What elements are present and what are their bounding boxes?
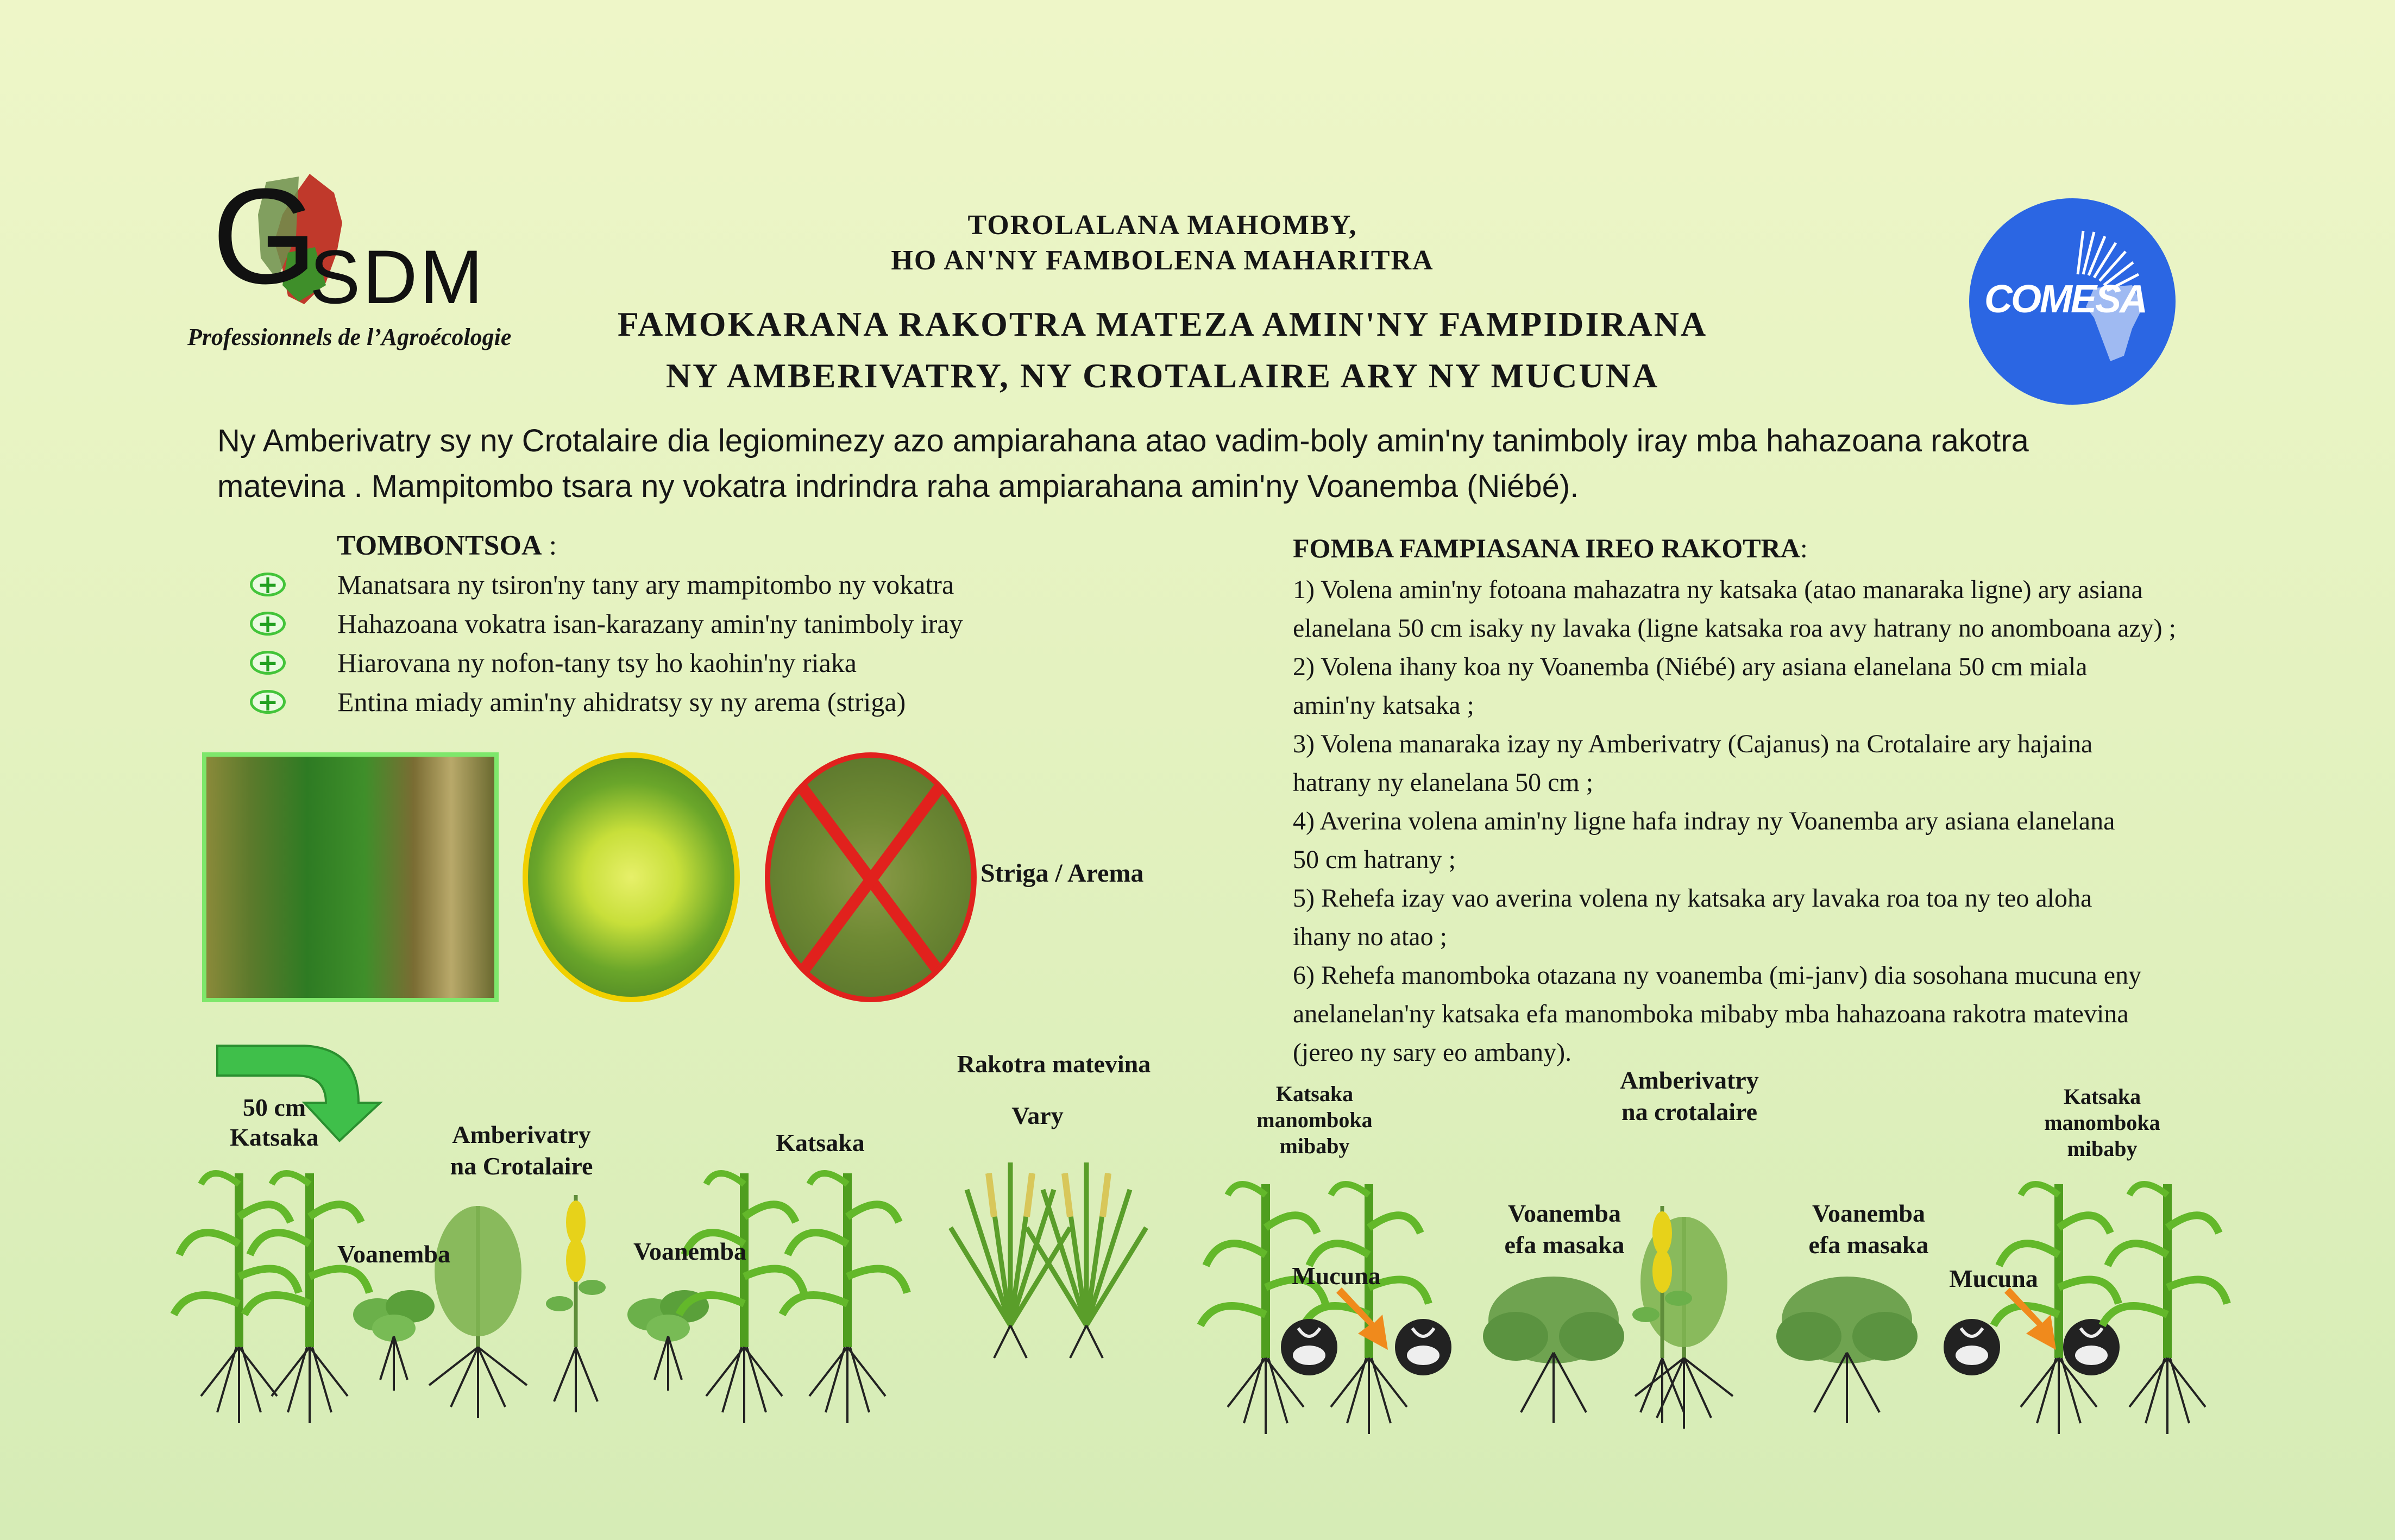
method-line: (jereo ny sary eo ambany). bbox=[1293, 1038, 1572, 1067]
maize-tasseling-label bbox=[1244, 1081, 1385, 1159]
cowpea-plant bbox=[627, 1290, 709, 1391]
list-item bbox=[250, 682, 963, 721]
striga-crossed-photo bbox=[765, 752, 977, 1002]
cajanus-label bbox=[424, 1119, 619, 1182]
comesa-text: COMESA bbox=[1984, 278, 2147, 321]
mucuna-seed-icon bbox=[1944, 1319, 2000, 1375]
header-line-1: TOROLALANA MAHOMBY, bbox=[967, 210, 1357, 241]
plus-circle-icon: + bbox=[250, 690, 286, 714]
mucuna-seed-icon bbox=[1281, 1319, 1337, 1375]
maize-tasseling-line: mibaby bbox=[2067, 1136, 2138, 1161]
maize-tasseling-line: mibaby bbox=[1279, 1134, 1350, 1158]
benefit-text: Manatsara ny tsiron'ny tany ary mampitombo ny vokatra bbox=[337, 569, 954, 600]
benefit-text: Entina miady amin'ny ahidratsy sy ny arema (striga) bbox=[337, 687, 906, 717]
method-line: 1) Volena amin'ny fotoana mahazatra ny katsaka (atao manaraka ligne) ary asiana bbox=[1293, 575, 2143, 604]
cover-label: Rakotra matevina bbox=[957, 1050, 1151, 1078]
benefits-title-colon: : bbox=[542, 530, 557, 561]
rice-label: Vary bbox=[1011, 1102, 1064, 1129]
mucuna-arrow-icon bbox=[2004, 1287, 2056, 1350]
cowpea-bush bbox=[1483, 1277, 1624, 1423]
maize-tasseling-line: manomboka bbox=[1256, 1108, 1373, 1132]
mature-cowpea-line: Voanemba bbox=[1508, 1199, 1621, 1227]
method-line: 6) Rehefa manomboka otazana ny voanemba (mi-janv) dia sosohana mucuna eny bbox=[1293, 961, 2142, 990]
gsdm-tagline: Professionnels de l’Agroécologie bbox=[187, 324, 512, 350]
method-line: 4) Averina volena amin'ny ligne hafa indray ny Voanemba ary asiana elanelana bbox=[1293, 807, 2115, 835]
cowpea-plant bbox=[353, 1290, 435, 1391]
cowpea-label: Voanemba bbox=[633, 1237, 746, 1265]
crop-field-photo bbox=[202, 752, 499, 1002]
poster-title-1: FAMOKARANA RAKOTRA MATEZA AMIN'NY FAMPIDIRANA bbox=[617, 305, 1708, 343]
method-title-colon: : bbox=[1800, 533, 1808, 563]
intro-line-1: Ny Amberivatry sy ny Crotalaire dia legiominezy azo ampiarahana atao vadim-boly amin'ny tanimboly iray mba hahazoana rakotra bbox=[217, 423, 2029, 458]
crotalaire-flower-photo bbox=[523, 752, 740, 1002]
plus-circle-icon: + bbox=[250, 573, 286, 596]
intro-paragraph bbox=[217, 418, 2200, 510]
benefit-text: Hiarovana ny nofon-tany tsy ho kaohin'ny riaka bbox=[337, 648, 857, 678]
poster-title-2: NY AMBERIVATRY, NY CROTALAIRE ARY NY MUCUNA bbox=[665, 356, 1659, 395]
maize-tasseling-line: Katsaka bbox=[1275, 1082, 1354, 1106]
cowpea-bush bbox=[1776, 1277, 1918, 1423]
maize-plant bbox=[2102, 1184, 2227, 1434]
cajanus-label-line: na crotalaire bbox=[1621, 1098, 1757, 1126]
maize-label: Katsaka bbox=[230, 1123, 319, 1151]
list-item bbox=[250, 565, 963, 604]
method-line: hatrany ny elanelana 50 cm ; bbox=[1293, 768, 1594, 797]
method-line: anelanelan'ny katsaka efa manomboka mibaby mba hahazoana rakotra matevina bbox=[1293, 1000, 2129, 1028]
mature-cowpea-line: Voanemba bbox=[1812, 1199, 1925, 1227]
list-item bbox=[250, 604, 963, 643]
maize-tasseling-line: manomboka bbox=[2044, 1110, 2160, 1135]
header-line-2: HO AN'NY FAMBOLENA MAHARITRA bbox=[891, 245, 1434, 276]
maize-plant bbox=[679, 1173, 804, 1423]
gsdm-letters: SDM bbox=[310, 234, 486, 319]
plus-circle-icon: + bbox=[250, 612, 286, 636]
maize-plant bbox=[1994, 1184, 2119, 1434]
benefits-title-text: TOMBONTSOA bbox=[337, 530, 542, 561]
method-line: 3) Volena manaraka izay ny Amberivatry (Cajanus) na Crotalaire ary hajaina bbox=[1293, 730, 2093, 758]
mature-cowpea-label bbox=[1488, 1198, 1640, 1261]
method-line: elanelana 50 cm isaky ny lavaka (ligne katsaka roa avy hatrany no anomboana azy) ; bbox=[1293, 614, 2176, 643]
cross-icon bbox=[770, 758, 971, 997]
method-steps bbox=[1293, 570, 2227, 1072]
cajanus-label-line: na Crotalaire bbox=[450, 1152, 593, 1180]
gsdm-logo bbox=[179, 160, 570, 359]
rice-plant bbox=[951, 1162, 1070, 1358]
method-line: ihany no atao ; bbox=[1293, 922, 1447, 951]
comesa-logo bbox=[1969, 198, 2176, 405]
mature-cowpea-label bbox=[1793, 1198, 1945, 1261]
maize-label: Katsaka bbox=[776, 1129, 865, 1156]
cajanus-plant bbox=[429, 1206, 527, 1418]
maize-plant bbox=[244, 1173, 369, 1423]
mucuna-seed-icon bbox=[1395, 1319, 1451, 1375]
intro-line-2: matevina . Mampitombo tsara ny vokatra indrindra raha ampiarahana amin'ny Voanemba (Niébé). bbox=[217, 469, 1579, 504]
maize-plant bbox=[1200, 1184, 1325, 1434]
cajanus-label-line: Amberivatry bbox=[1620, 1066, 1759, 1094]
striga-label: Striga / Arema bbox=[980, 859, 1144, 888]
crotalaire-plant bbox=[546, 1195, 606, 1412]
method-title bbox=[1293, 532, 1808, 564]
mature-cowpea-line: efa masaka bbox=[1808, 1231, 1929, 1259]
cajanus-plant bbox=[1635, 1217, 1733, 1429]
mature-cowpea-line: efa masaka bbox=[1504, 1231, 1625, 1259]
method-title-text: FOMBA FAMPIASANA IREO RAKOTRA bbox=[1293, 533, 1800, 563]
maize-tasseling-label bbox=[2037, 1084, 2167, 1162]
method-line: amin'ny katsaka ; bbox=[1293, 691, 1474, 720]
method-line: 50 cm hatrany ; bbox=[1293, 845, 1456, 874]
maize-plant bbox=[1304, 1184, 1429, 1434]
maize-plant bbox=[782, 1173, 907, 1423]
maize-tasseling-line: Katsaka bbox=[2063, 1084, 2141, 1109]
mucuna-seed-icon bbox=[2063, 1319, 2120, 1375]
mucuna-arrow-icon bbox=[1336, 1287, 1388, 1350]
gsdm-letter-g: G bbox=[212, 160, 318, 312]
list-item bbox=[250, 643, 963, 682]
rice-plant bbox=[1027, 1162, 1146, 1358]
spacing-label: 50 cm bbox=[242, 1093, 306, 1121]
method-line: 5) Rehefa izay vao averina volena ny katsaka ary lavaka roa toa ny teo aloha bbox=[1293, 884, 2092, 913]
cowpea-label: Voanemba bbox=[337, 1240, 450, 1268]
mucuna-label: Mucuna bbox=[1949, 1265, 2038, 1292]
benefits-title bbox=[337, 530, 557, 562]
benefits-list bbox=[250, 565, 963, 721]
cajanus-label bbox=[1602, 1065, 1776, 1128]
benefit-text: Hahazoana vokatra isan-karazany amin'ny tanimboly iray bbox=[337, 608, 963, 639]
method-line: 2) Volena ihany koa ny Voanemba (Niébé) ary asiana elanelana 50 cm miala bbox=[1293, 652, 2088, 681]
cajanus-label-line: Amberivatry bbox=[452, 1121, 591, 1148]
plus-circle-icon: + bbox=[250, 651, 286, 675]
mucuna-label: Mucuna bbox=[1292, 1262, 1381, 1290]
